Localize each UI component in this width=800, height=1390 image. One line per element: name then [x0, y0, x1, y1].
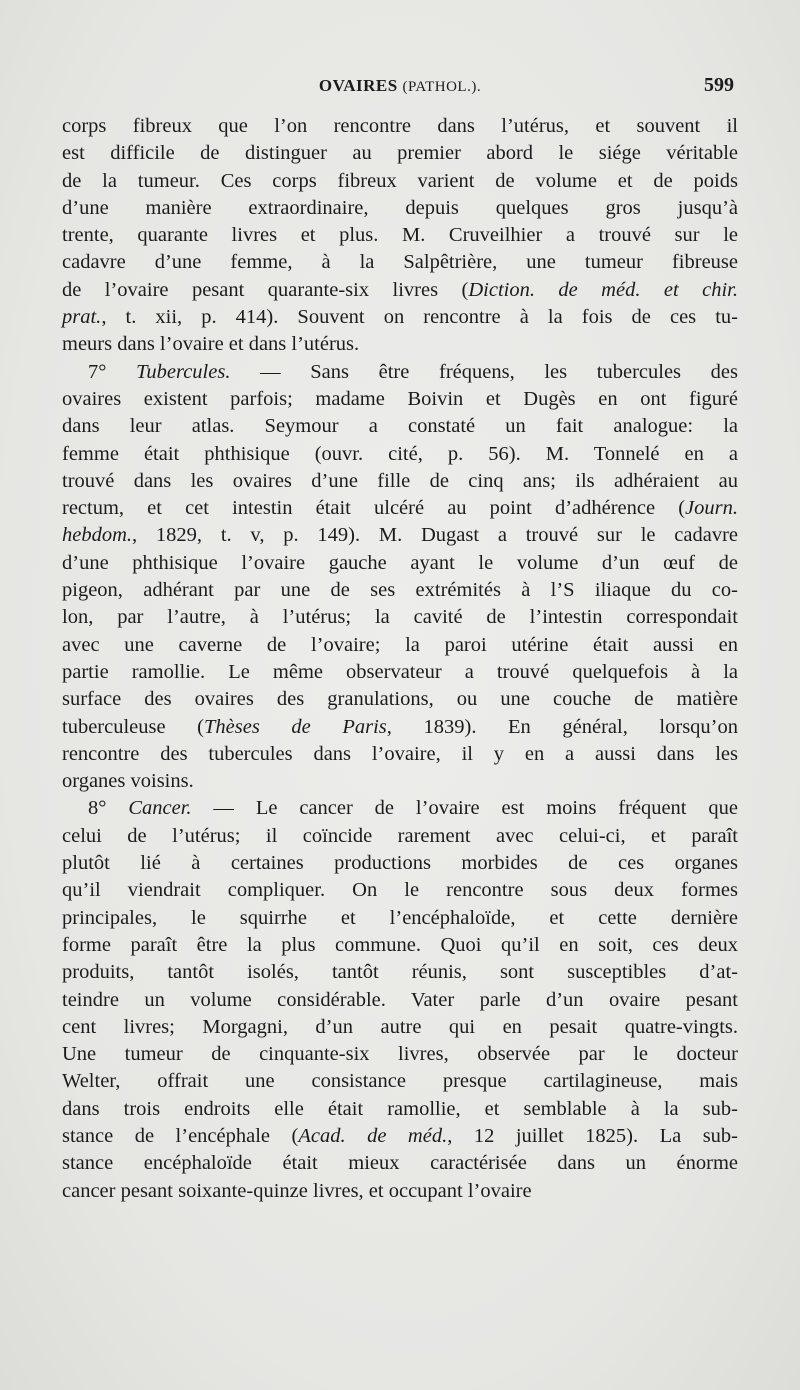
- text-run: forme paraît être la plus commune. Quoi qu’il en soit, ces deux: [62, 933, 738, 956]
- italic-text: Cancer.: [128, 797, 192, 820]
- text-line: [62, 932, 738, 959]
- text-run: rectum, et cet intestin était ulcéré au point d’adhérence (: [62, 497, 686, 520]
- text-line: [62, 959, 738, 986]
- text-run: , t. xii, p. 414). Souvent on rencontre à la fois de ces tu-: [101, 306, 738, 329]
- text-run: partie ramollie. Le même observateur a trouvé quelquefois à la: [62, 660, 738, 683]
- text-run: plutôt lié à certaines productions morbides de ces organes: [62, 852, 738, 875]
- text-run: produits, tantôt isolés, tantôt réunis, sont susceptibles d’at-: [62, 961, 738, 984]
- text-line: [62, 877, 738, 904]
- text-run: cadavre d’une femme, à la Salpêtrière, une tumeur fibreuse: [62, 251, 738, 274]
- text-run: stance encéphaloïde était mieux caractérisée dans un énorme: [62, 1152, 738, 1175]
- text-run: de la tumeur. Ces corps fibreux varient de volume et de poids: [62, 169, 738, 192]
- text-line: [62, 1096, 738, 1123]
- running-title-sub: (PATHOL.).: [402, 79, 482, 95]
- text-run: , 12 juillet 1825). La sub-: [447, 1124, 738, 1147]
- text-line: [62, 823, 738, 850]
- text-run: pigeon, adhérant par une de ses extrémités à l’S iliaque du co-: [62, 579, 738, 602]
- text-run: d’une manière extraordinaire, depuis quelques gros jusqu’à: [62, 196, 738, 219]
- text-run: 8°: [88, 797, 129, 820]
- text-run: ovaires existent parfois; madame Boivin et Dugès en ont figuré: [62, 387, 738, 410]
- text-line: [62, 222, 738, 249]
- text-line: [62, 987, 738, 1014]
- text-line: [62, 277, 738, 304]
- text-run: Une tumeur de cinquante-six livres, observée par le docteur: [62, 1043, 738, 1066]
- text-line: [62, 577, 738, 604]
- italic-text: Thèses de Paris: [204, 715, 387, 738]
- text-run: tuberculeuse (: [62, 715, 205, 738]
- text-run: — Sans être fréquens, les tubercules des: [230, 360, 738, 383]
- text-line: [62, 550, 738, 577]
- text-run: celui de l’utérus; il coïncide rarement avec celui-ci, et paraît: [62, 824, 738, 847]
- italic-text: Journ.: [685, 497, 738, 520]
- text-line: [62, 359, 738, 386]
- italic-text: hebdom.: [62, 524, 133, 547]
- running-title: [62, 76, 738, 96]
- text-line: [62, 768, 738, 795]
- text-run: est difficile de distinguer au premier abord le siége véritable: [62, 142, 738, 165]
- text-run: lon, par l’autre, à l’utérus; la cavité de l’intestin correspondait: [62, 606, 738, 629]
- text-run: surface des ovaires des granulations, ou une couche de matière: [62, 688, 738, 711]
- text-line: [62, 441, 738, 468]
- text-run: avec une caverne de l’ovaire; la paroi utérine était aussi en: [62, 633, 738, 656]
- text-line: [62, 1123, 738, 1150]
- text-line: [62, 714, 738, 741]
- page-header: [62, 76, 738, 106]
- text-run: dans trois endroits elle était ramollie, et semblable à la sub-: [62, 1097, 738, 1120]
- text-line: [62, 741, 738, 768]
- text-line: [62, 1041, 738, 1068]
- text-line: [62, 795, 738, 822]
- text-line: [62, 468, 738, 495]
- text-line: [62, 304, 738, 331]
- text-line: [62, 249, 738, 276]
- text-run: cancer pesant soixante-quinze livres, et occupant l’ovaire: [62, 1179, 532, 1202]
- text-run: trouvé dans les ovaires d’une fille de cinq ans; ils adhéraient au: [62, 469, 738, 492]
- italic-text: Tubercules.: [136, 360, 231, 383]
- page-number: 599: [704, 74, 734, 96]
- text-line: [62, 522, 738, 549]
- text-line: [62, 140, 738, 167]
- text-run: de l’ovaire pesant quarante-six livres (: [62, 278, 469, 301]
- text-run: principales, le squirrhe et l’encéphaloïde, et cette dernière: [62, 906, 738, 929]
- text-line: [62, 1150, 738, 1177]
- text-run: Welter, offrait une consistance presque cartilagineuse, mais: [62, 1070, 738, 1093]
- text-line: [62, 632, 738, 659]
- text-run: dans leur atlas. Seymour a constaté un fait analogue: la: [62, 415, 738, 438]
- text-run: — Le cancer de l’ovaire est moins fréquent que: [191, 797, 738, 820]
- text-line: [62, 495, 738, 522]
- text-run: meurs dans l’ovaire et dans l’utérus.: [62, 333, 360, 356]
- running-title-main: OVAIRES: [318, 76, 398, 95]
- text-line: [62, 331, 738, 358]
- text-line: [62, 686, 738, 713]
- text-line: [62, 1068, 738, 1095]
- text-line: [62, 850, 738, 877]
- text-run: , 1829, t. v, p. 149). M. Dugast a trouvé sur le cadavre: [132, 524, 738, 547]
- text-line: [62, 413, 738, 440]
- body-text: [62, 113, 738, 1205]
- italic-text: Diction. de méd. et chir.: [468, 278, 738, 301]
- text-run: trente, quarante livres et plus. M. Cruveilhier a trouvé sur le: [62, 224, 738, 247]
- text-line: [62, 905, 738, 932]
- text-line: [62, 113, 738, 140]
- text-line: [62, 168, 738, 195]
- text-run: cent livres; Morgagni, d’un autre qui en pesait quatre-vingts.: [62, 1015, 738, 1038]
- text-run: d’une phthisique l’ovaire gauche ayant le volume d’un œuf de: [62, 551, 738, 574]
- text-line: [62, 1014, 738, 1041]
- italic-text: Acad. de méd.: [298, 1124, 448, 1147]
- text-run: teindre un volume considérable. Vater parle d’un ovaire pesant: [62, 988, 738, 1011]
- text-line: [62, 604, 738, 631]
- italic-text: prat.: [62, 306, 102, 329]
- text-line: [62, 1178, 738, 1205]
- text-run: qu’il viendrait compliquer. On le rencontre sous deux formes: [62, 879, 738, 902]
- text-run: rencontre des tubercules dans l’ovaire, il y en a aussi dans les: [62, 742, 738, 765]
- text-run: , 1839). En général, lorsqu’on: [386, 715, 739, 738]
- text-line: [62, 195, 738, 222]
- text-line: [62, 386, 738, 413]
- text-run: organes voisins.: [62, 770, 194, 793]
- text-run: 7°: [88, 360, 137, 383]
- text-run: femme était phthisique (ouvr. cité, p. 56). M. Tonnelé en a: [62, 442, 738, 465]
- text-run: corps fibreux que l’on rencontre dans l’utérus, et souvent il: [62, 115, 738, 137]
- text-line: [62, 659, 738, 686]
- text-run: stance de l’encéphale (: [62, 1124, 299, 1147]
